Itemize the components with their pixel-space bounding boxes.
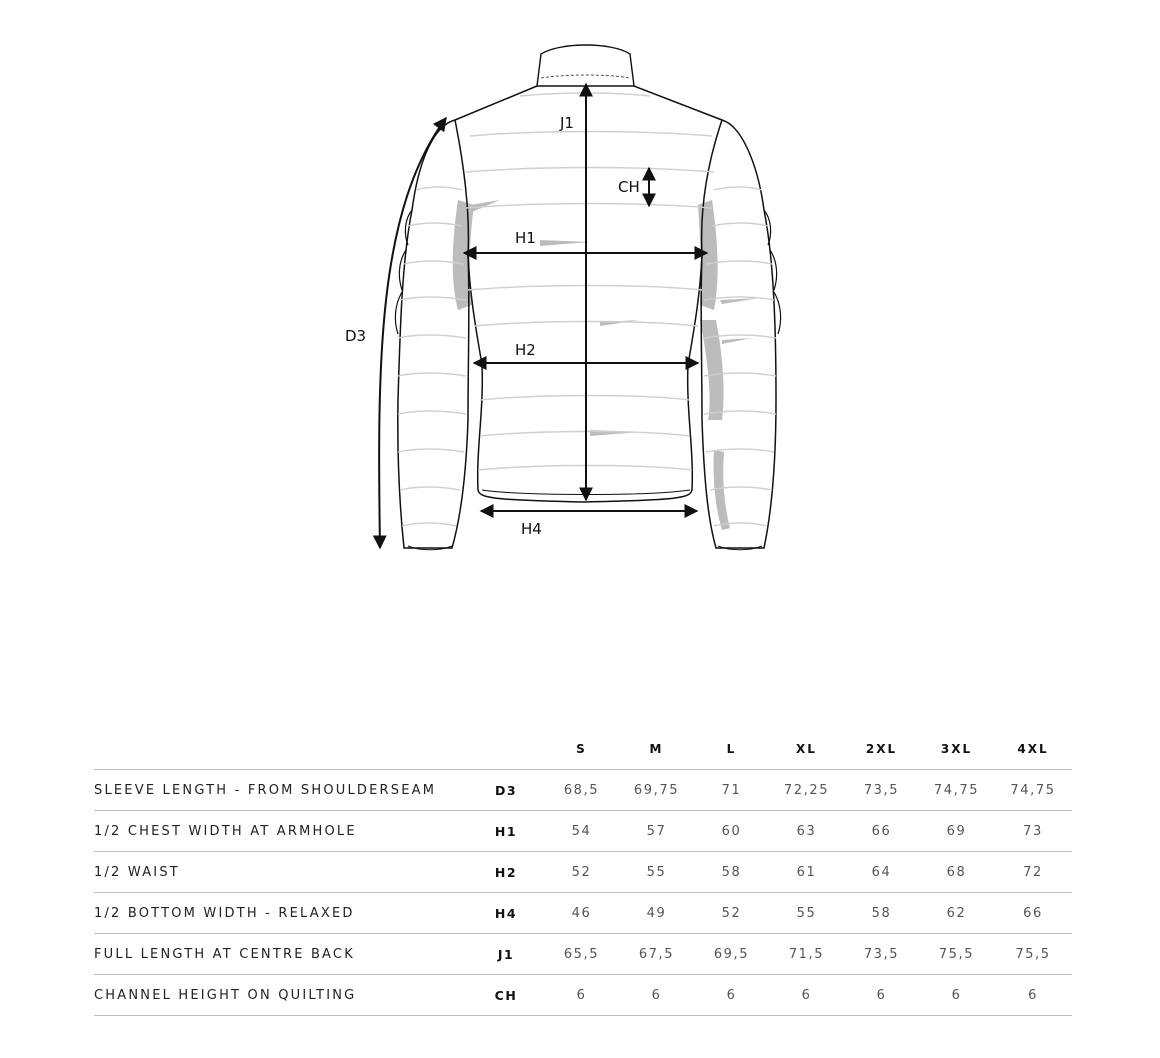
header-code	[468, 729, 544, 770]
label-h1: H1	[515, 229, 536, 247]
measurement-label: SLEEVE LENGTH - FROM SHOULDERSEAM	[94, 770, 468, 811]
measurement-value: 73,5	[844, 934, 919, 975]
measurement-value: 6	[694, 975, 769, 1016]
measurement-code: H1	[468, 811, 544, 852]
measurement-value: 58	[844, 893, 919, 934]
label-h2: H2	[515, 341, 536, 359]
measurement-value: 6	[994, 975, 1072, 1016]
measurement-value: 46	[544, 893, 619, 934]
measurement-label: 1/2 BOTTOM WIDTH - RELAXED	[94, 893, 468, 934]
size-header: 2XL	[844, 729, 919, 770]
measurement-code: H4	[468, 893, 544, 934]
measurement-value: 60	[694, 811, 769, 852]
measurement-value: 62	[919, 893, 994, 934]
header-description	[94, 729, 468, 770]
measurement-value: 71,5	[769, 934, 844, 975]
measurement-label: CHANNEL HEIGHT ON QUILTING	[94, 975, 468, 1016]
measurement-value: 67,5	[619, 934, 694, 975]
label-h4: H4	[521, 520, 542, 538]
jacket-illustration	[395, 45, 780, 550]
measurement-value: 6	[544, 975, 619, 1016]
measurement-value: 68,5	[544, 770, 619, 811]
measurement-value: 55	[619, 852, 694, 893]
table-row	[94, 770, 1072, 811]
measurement-value: 74,75	[994, 770, 1072, 811]
measurement-value: 58	[694, 852, 769, 893]
size-header: XL	[769, 729, 844, 770]
size-header: 4XL	[994, 729, 1072, 770]
measurement-label: 1/2 CHEST WIDTH AT ARMHOLE	[94, 811, 468, 852]
measurement-value: 69,5	[694, 934, 769, 975]
measurement-value: 72	[994, 852, 1072, 893]
measurement-value: 57	[619, 811, 694, 852]
table-row	[94, 852, 1072, 893]
measurement-value: 49	[619, 893, 694, 934]
size-header: S	[544, 729, 619, 770]
measurement-code: H2	[468, 852, 544, 893]
measurement-value: 73	[994, 811, 1072, 852]
measurement-value: 75,5	[994, 934, 1072, 975]
measurement-value: 55	[769, 893, 844, 934]
measurement-value: 65,5	[544, 934, 619, 975]
measurement-value: 6	[844, 975, 919, 1016]
measurement-value: 52	[694, 893, 769, 934]
measurement-value: 61	[769, 852, 844, 893]
table-row	[94, 893, 1072, 934]
measurement-value: 69	[919, 811, 994, 852]
measurement-value: 74,75	[919, 770, 994, 811]
measurement-value: 54	[544, 811, 619, 852]
label-j1: J1	[560, 114, 574, 132]
measurement-code: D3	[468, 770, 544, 811]
measurement-value: 64	[844, 852, 919, 893]
measurement-value: 73,5	[844, 770, 919, 811]
size-table-body	[94, 770, 1072, 1016]
table-row	[94, 975, 1072, 1016]
measurement-value: 52	[544, 852, 619, 893]
measurement-value: 6	[769, 975, 844, 1016]
measurement-value: 66	[994, 893, 1072, 934]
size-header: M	[619, 729, 694, 770]
size-chart-table	[94, 729, 1072, 1016]
measurement-label: 1/2 WAIST	[94, 852, 468, 893]
measurement-value: 69,75	[619, 770, 694, 811]
measurement-value: 6	[619, 975, 694, 1016]
jacket-shading	[453, 200, 760, 530]
d3-arrow	[379, 118, 446, 548]
measurement-code: J1	[468, 934, 544, 975]
measurement-value: 71	[694, 770, 769, 811]
size-header: 3XL	[919, 729, 994, 770]
measurement-value: 72,25	[769, 770, 844, 811]
measurement-code: CH	[468, 975, 544, 1016]
measurement-value: 75,5	[919, 934, 994, 975]
measurement-label: FULL LENGTH AT CENTRE BACK	[94, 934, 468, 975]
label-ch: CH	[618, 178, 640, 196]
measurement-value: 6	[919, 975, 994, 1016]
label-d3: D3	[345, 327, 367, 345]
measurement-value: 66	[844, 811, 919, 852]
size-header: L	[694, 729, 769, 770]
measurement-value: 68	[919, 852, 994, 893]
size-header-row	[94, 729, 1072, 770]
measurement-value: 63	[769, 811, 844, 852]
table-row	[94, 934, 1072, 975]
table-row	[94, 811, 1072, 852]
measurement-arrows	[379, 84, 707, 548]
